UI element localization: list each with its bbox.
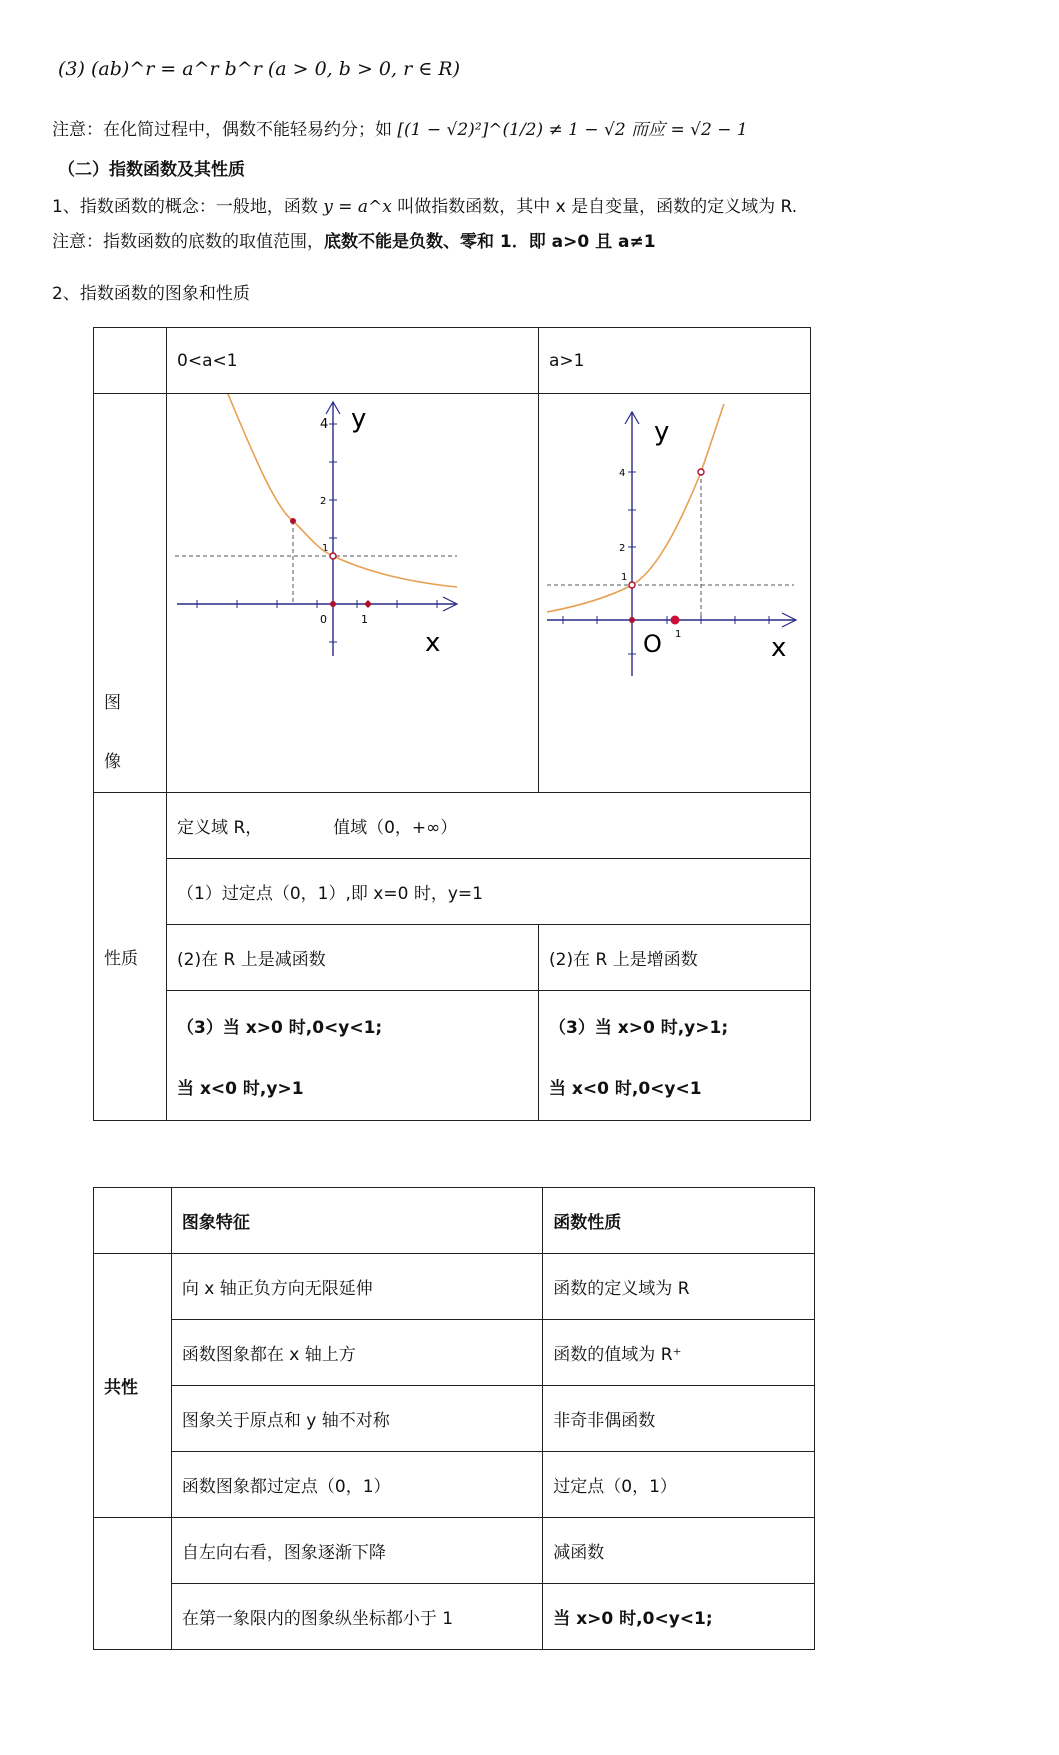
- common-label: 共性: [94, 1254, 172, 1518]
- growth-curve: [547, 404, 724, 612]
- right-range-b: 当 x<0 时,0<y<1: [549, 1078, 702, 1099]
- origin-label: 0: [320, 613, 328, 626]
- exp-function-table: [93, 327, 811, 1121]
- decay-curve: [228, 394, 457, 587]
- y-tick-2: 2: [619, 543, 626, 554]
- x-axis-label: x: [425, 628, 441, 658]
- property-cell: 过定点（0，1）: [543, 1452, 815, 1518]
- section-title-exponential: （二）指数函数及其性质: [58, 160, 245, 180]
- point-1-0: [671, 616, 680, 625]
- property-cell: 当 x>0 时,0<y<1;: [543, 1584, 815, 1650]
- feature-cell: 自左向右看，图象逐渐下降: [171, 1518, 542, 1584]
- origin-label: O: [643, 630, 662, 658]
- row-label-image: [94, 394, 167, 793]
- definition-prefix: 1、指数函数的概念：一般地，函数: [52, 197, 318, 217]
- decreasing-cell: (2)在 R 上是减函数: [167, 925, 539, 991]
- row-label-image-char-2: 像: [104, 752, 121, 772]
- property-cell: 函数的定义域为 R: [543, 1254, 815, 1320]
- y-tick-2: 2: [320, 496, 327, 507]
- feature-cell: 图象关于原点和 y 轴不对称: [171, 1386, 542, 1452]
- base-range-note: [52, 227, 656, 252]
- y-tick-1: 1: [621, 572, 628, 583]
- definition-formula: y = a^x: [323, 197, 392, 217]
- features-properties-table: [93, 1187, 815, 1650]
- property-cell: 函数的值域为 R⁺: [543, 1320, 815, 1386]
- origin-point: [629, 617, 635, 623]
- graph-decreasing: [167, 394, 537, 787]
- graph-cell-increasing: [539, 394, 811, 793]
- feature-cell: 函数图象都过定点（0，1）: [171, 1452, 542, 1518]
- x-tick-1: 1: [361, 613, 369, 626]
- note-even-root: [52, 115, 748, 140]
- difference-label: [94, 1518, 172, 1650]
- corner-cell: [94, 328, 167, 394]
- x-axis-label: x: [771, 633, 787, 663]
- base-note-bold: 底数不能是负数、零和 1．即 a>0 且 a≠1: [324, 232, 656, 252]
- left-range-cell: [167, 991, 539, 1121]
- y-tick-4: 4: [320, 417, 329, 432]
- domain-text: 定义域 R，: [177, 818, 263, 838]
- graph-increasing: [539, 394, 809, 787]
- header-base-less-than-1: 0<a<1: [167, 328, 539, 394]
- increasing-cell: (2)在 R 上是增函数: [539, 925, 811, 991]
- note-math-example: [(1 − √2)²]^(1/2) ≠ 1 − √2 而应 = √2 − 1: [397, 120, 748, 140]
- property-cell: 减函数: [543, 1518, 815, 1584]
- left-range-b: 当 x<0 时,y>1: [177, 1078, 304, 1099]
- definition-suffix: 叫做指数函数，其中 x 是自变量，函数的定义域为 R.: [397, 197, 798, 217]
- point-2-4: [698, 469, 704, 475]
- point-0-1: [629, 582, 635, 588]
- y-tick-1: 1: [322, 543, 329, 554]
- x-tick-1: 1: [675, 629, 682, 640]
- range-text: 值域（0，+∞）: [333, 818, 458, 838]
- fixed-point-cell: （1）过定点（0，1）,即 x=0 时，y=1: [167, 859, 811, 925]
- feature-cell: 在第一象限内的图象纵坐标都小于 1: [171, 1584, 542, 1650]
- y-axis-label: y: [654, 417, 670, 447]
- point-1-0: [364, 600, 372, 608]
- graph-properties-heading: 2、指数函数的图象和性质: [52, 284, 250, 304]
- row-label-properties: 性质: [94, 793, 167, 1121]
- corner-cell: [94, 1188, 172, 1254]
- graph-cell-decreasing: [167, 394, 539, 793]
- y-tick-4: 4: [619, 468, 626, 479]
- feature-cell: 向 x 轴正负方向无限延伸: [171, 1254, 542, 1320]
- exponent-rule-3: (3) (ab)^r = a^r b^r (a > 0, b > 0, r ∈ R): [58, 58, 461, 80]
- header-base-greater-than-1: a>1: [539, 328, 811, 394]
- row-label-image-char-1: 图: [104, 693, 121, 713]
- feature-cell: 函数图象都在 x 轴上方: [171, 1320, 542, 1386]
- point-neg1-2: [290, 518, 296, 524]
- left-range-a: （3）当 x>0 时,0<y<1;: [177, 1017, 383, 1038]
- definition-line: [52, 192, 797, 217]
- base-note-prefix: 注意：指数函数的底数的取值范围，: [52, 232, 324, 252]
- y-axis-label: y: [351, 404, 367, 434]
- header-property: 函数性质: [543, 1188, 815, 1254]
- right-range-a: （3）当 x>0 时,y>1;: [549, 1017, 729, 1038]
- right-range-cell: [539, 991, 811, 1121]
- point-0-1: [330, 553, 336, 559]
- origin-point: [330, 601, 336, 607]
- domain-range-cell: [167, 793, 811, 859]
- header-feature: 图象特征: [171, 1188, 542, 1254]
- note-prefix: 注意：在化简过程中，偶数不能轻易约分；如: [52, 120, 392, 140]
- property-cell: 非奇非偶函数: [543, 1386, 815, 1452]
